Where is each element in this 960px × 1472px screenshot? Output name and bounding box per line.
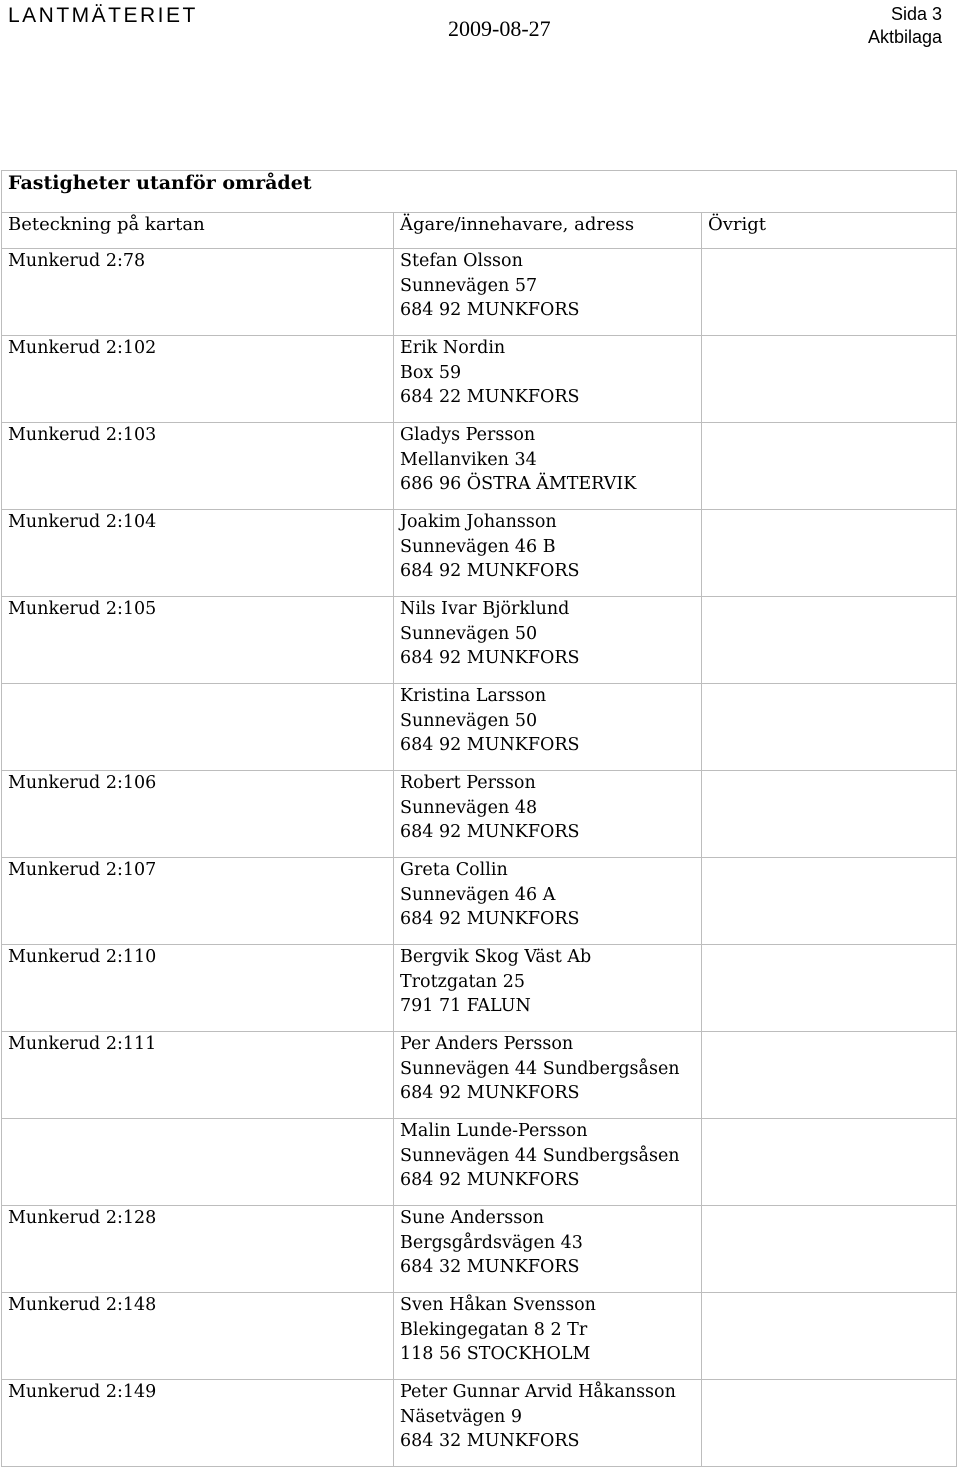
owner-line: Sunnevägen 46 B bbox=[400, 536, 556, 557]
other-cell bbox=[702, 945, 957, 1032]
table-row bbox=[2, 423, 957, 510]
table-row bbox=[2, 771, 957, 858]
owner-line: Box 59 bbox=[400, 362, 462, 383]
owner-line: Mellanviken 34 bbox=[400, 449, 537, 470]
designation-cell: Munkerud 2:104 bbox=[2, 510, 394, 597]
table-row bbox=[2, 249, 957, 336]
owner-line: 684 92 MUNKFORS bbox=[400, 1083, 580, 1104]
owner-line: 684 92 MUNKFORS bbox=[400, 909, 580, 930]
owner-line: Erik Nordin bbox=[400, 338, 506, 358]
owner-line: Greta Collin bbox=[400, 860, 508, 880]
owner-cell bbox=[394, 249, 702, 336]
designation-cell: Munkerud 2:128 bbox=[2, 1206, 394, 1293]
designation-cell: Munkerud 2:106 bbox=[2, 771, 394, 858]
owner-line: Sunnevägen 46 A bbox=[400, 884, 556, 905]
owner-line: 684 32 MUNKFORS bbox=[400, 1431, 580, 1452]
owner-line: Joakim Johansson bbox=[400, 512, 557, 532]
designation-cell: Munkerud 2:78 bbox=[2, 249, 394, 336]
other-cell bbox=[702, 1032, 957, 1119]
other-cell bbox=[702, 1380, 957, 1467]
table-row bbox=[2, 945, 957, 1032]
table-row bbox=[2, 1032, 957, 1119]
designation-cell bbox=[2, 684, 394, 771]
other-cell bbox=[702, 510, 957, 597]
owner-cell bbox=[394, 684, 702, 771]
other-cell bbox=[702, 249, 957, 336]
owner-line: Nils Ivar Björklund bbox=[400, 599, 570, 619]
attachment-label: Aktbilaga bbox=[867, 27, 942, 47]
owner-line: Kristina Larsson bbox=[400, 686, 547, 706]
designation-cell: Munkerud 2:149 bbox=[2, 1380, 394, 1467]
column-header-designation: Beteckning på kartan bbox=[2, 213, 394, 249]
owner-line: Sunnevägen 57 bbox=[400, 275, 538, 296]
owner-line: Näsetvägen 9 bbox=[400, 1406, 522, 1427]
owner-line: Robert Persson bbox=[400, 773, 536, 793]
owner-cell bbox=[394, 597, 702, 684]
owner-line: 684 92 MUNKFORS bbox=[400, 300, 580, 321]
table-row bbox=[2, 510, 957, 597]
column-header-other: Övrigt bbox=[702, 213, 957, 249]
owner-line: 684 92 MUNKFORS bbox=[400, 648, 580, 669]
owner-cell bbox=[394, 1380, 702, 1467]
owner-line: Gladys Persson bbox=[400, 425, 536, 445]
designation-cell: Munkerud 2:105 bbox=[2, 597, 394, 684]
designation-cell: Munkerud 2:107 bbox=[2, 858, 394, 945]
owner-cell bbox=[394, 771, 702, 858]
page-header bbox=[0, 0, 960, 60]
other-cell bbox=[702, 858, 957, 945]
table-row bbox=[2, 684, 957, 771]
owner-line: Blekingegatan 8 2 Tr bbox=[400, 1319, 588, 1340]
owner-line: 684 92 MUNKFORS bbox=[400, 735, 580, 756]
properties-table bbox=[1, 170, 957, 1467]
owner-line: 684 32 MUNKFORS bbox=[400, 1257, 580, 1278]
owner-cell bbox=[394, 510, 702, 597]
other-cell bbox=[702, 1293, 957, 1380]
owner-line: Sunnevägen 44 Sundbergsåsen bbox=[400, 1058, 680, 1079]
owner-cell bbox=[394, 1032, 702, 1119]
owner-line: 686 96 ÖSTRA ÄMTERVIK bbox=[400, 474, 637, 495]
designation-cell: Munkerud 2:102 bbox=[2, 336, 394, 423]
other-cell bbox=[702, 336, 957, 423]
table-row bbox=[2, 1380, 957, 1467]
owner-line: Per Anders Persson bbox=[400, 1034, 574, 1054]
owner-cell bbox=[394, 1206, 702, 1293]
column-header-owner: Ägare/innehavare, adress bbox=[394, 213, 702, 249]
owner-line: 684 92 MUNKFORS bbox=[400, 561, 580, 582]
owner-cell bbox=[394, 1293, 702, 1380]
table-row bbox=[2, 858, 957, 945]
other-cell bbox=[702, 597, 957, 684]
table-row bbox=[2, 1293, 957, 1380]
owner-line: 791 71 FALUN bbox=[400, 996, 531, 1017]
table-row bbox=[2, 1119, 957, 1206]
designation-cell: Munkerud 2:111 bbox=[2, 1032, 394, 1119]
owner-line: Sunnevägen 48 bbox=[400, 797, 538, 818]
table-title-row bbox=[2, 171, 957, 213]
designation-cell: Munkerud 2:110 bbox=[2, 945, 394, 1032]
owner-line: Stefan Olsson bbox=[400, 251, 523, 271]
owner-line: Sune Andersson bbox=[400, 1208, 545, 1228]
designation-cell bbox=[2, 1119, 394, 1206]
other-cell bbox=[702, 423, 957, 510]
owner-cell bbox=[394, 423, 702, 510]
owner-line: 684 92 MUNKFORS bbox=[400, 822, 580, 843]
owner-cell bbox=[394, 336, 702, 423]
table-header-row bbox=[2, 213, 957, 249]
owner-line: Bergsgårdsvägen 43 bbox=[400, 1232, 583, 1253]
owner-cell bbox=[394, 858, 702, 945]
table-row bbox=[2, 336, 957, 423]
owner-line: Trotzgatan 25 bbox=[400, 971, 526, 992]
designation-cell: Munkerud 2:103 bbox=[2, 423, 394, 510]
brand-name: LANTMÄTERIET bbox=[8, 4, 198, 27]
owner-line: Peter Gunnar Arvid Håkansson bbox=[400, 1382, 676, 1402]
page-number: Sida 3 bbox=[890, 4, 942, 24]
owner-line: Bergvik Skog Väst Ab bbox=[400, 947, 592, 967]
table-title: Fastigheter utanför området bbox=[2, 171, 957, 213]
owner-line: 684 92 MUNKFORS bbox=[400, 1170, 580, 1191]
owner-line: Malin Lunde-Persson bbox=[400, 1121, 588, 1141]
owner-cell bbox=[394, 1119, 702, 1206]
owner-line: Sunnevägen 50 bbox=[400, 710, 538, 731]
owner-line: Sunnevägen 44 Sundbergsåsen bbox=[400, 1145, 680, 1166]
owner-cell bbox=[394, 945, 702, 1032]
owner-line: 118 56 STOCKHOLM bbox=[400, 1344, 591, 1365]
owner-line: Sunnevägen 50 bbox=[400, 623, 538, 644]
other-cell bbox=[702, 684, 957, 771]
document-date: 2009-08-27 bbox=[448, 16, 551, 41]
other-cell bbox=[702, 1206, 957, 1293]
table-row bbox=[2, 1206, 957, 1293]
table-row bbox=[2, 597, 957, 684]
owner-line: Sven Håkan Svensson bbox=[400, 1295, 596, 1315]
designation-cell: Munkerud 2:148 bbox=[2, 1293, 394, 1380]
other-cell bbox=[702, 771, 957, 858]
owner-line: 684 22 MUNKFORS bbox=[400, 387, 580, 408]
other-cell bbox=[702, 1119, 957, 1206]
